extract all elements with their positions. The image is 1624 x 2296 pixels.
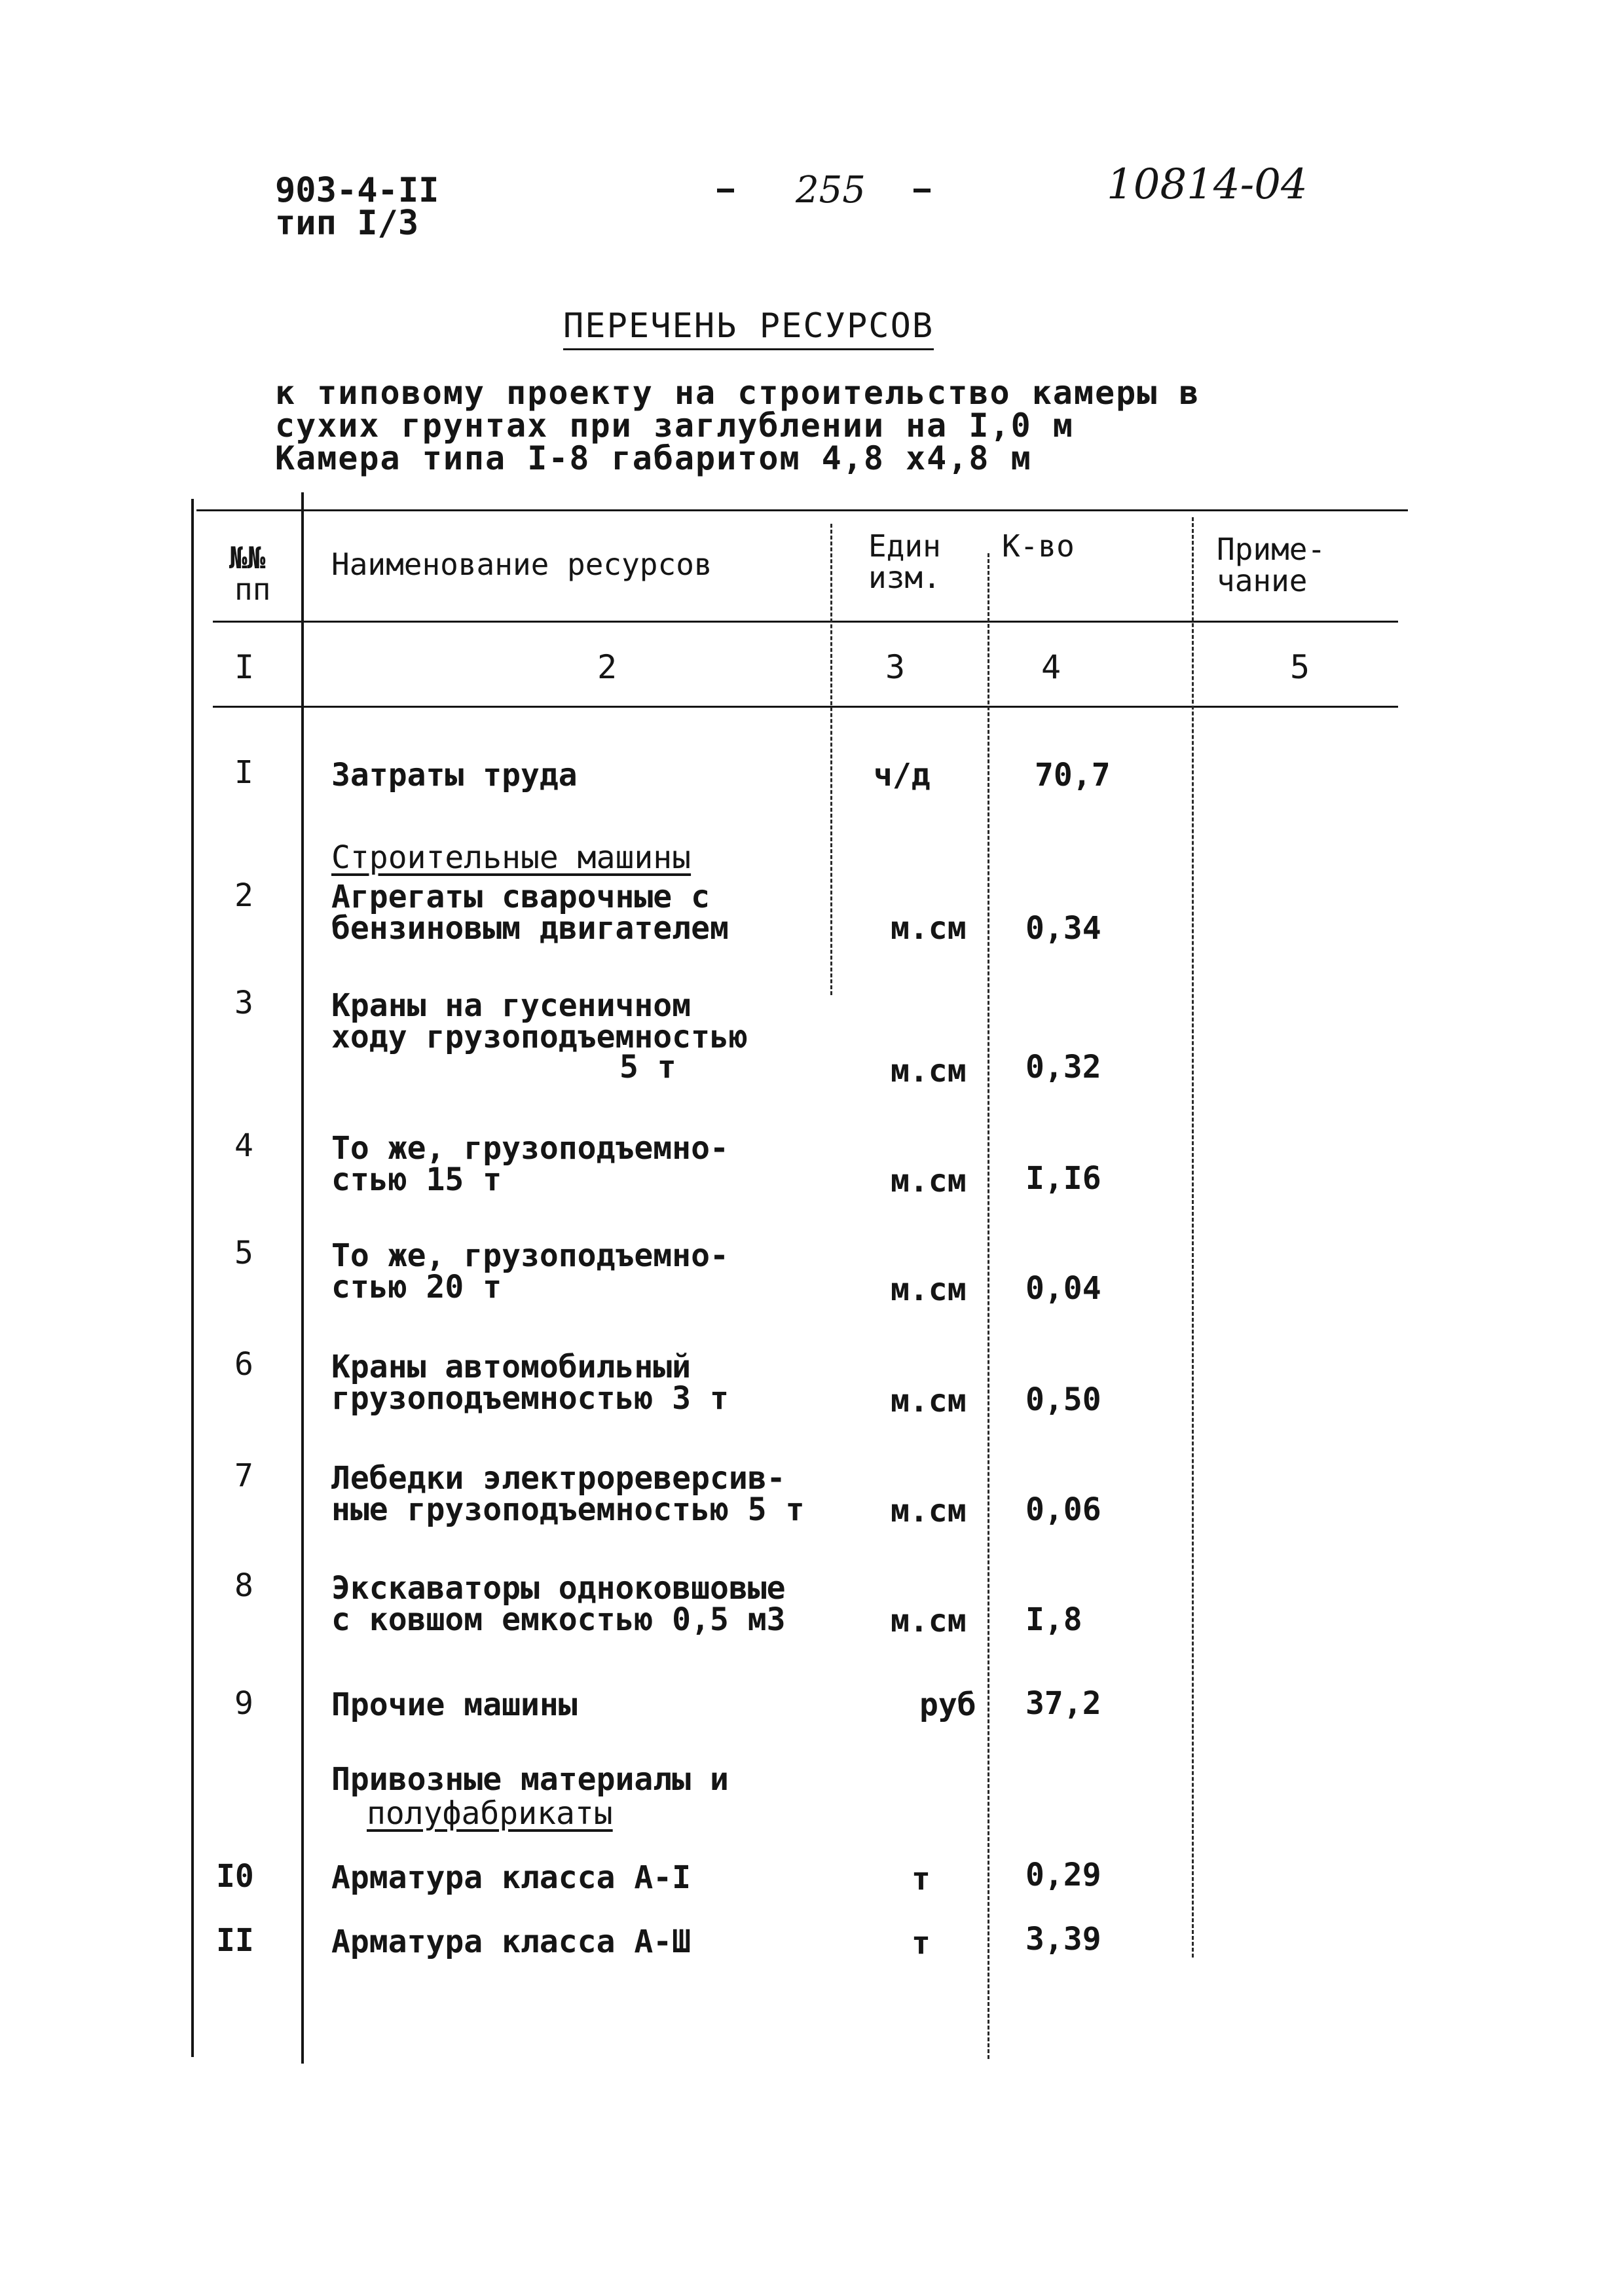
column-rule-2 [830,524,832,995]
header-bottom-rule [213,621,1398,623]
header-note-line1: Приме- [1217,532,1326,567]
row-qty: 0,32 [1025,1049,1101,1085]
document-id: 10814-04 [1107,160,1308,209]
subtitle-line-1: к типовому проекту на строительство камеры в [275,374,1200,412]
row-name: бензиновым двигателем [331,910,729,947]
row-number: 9 [234,1685,253,1722]
row-name: Арматура класса А-Ш [331,1923,692,1960]
column-number: I [234,648,255,686]
row-name: 5 т [619,1049,676,1085]
column-number: 4 [1041,648,1061,686]
page-title: ПЕРЕЧЕНЬ РЕСУРСОВ [563,308,934,350]
row-name: То же, грузоподъемно- [331,1130,729,1167]
subtitle-line-2: сухих грунтах при заглублении на I,0 м [275,407,1074,445]
row-name: грузоподъемностью 3 т [331,1380,729,1417]
row-name: Краны автомобильный [331,1349,692,1385]
row-name: Затраты труда [331,757,578,793]
page-number-dash-right [913,189,931,192]
row-name: ные грузоподъемностью 5 т [331,1491,805,1528]
row-unit: м.см [891,1163,967,1199]
header-note-line2: чание [1217,563,1308,598]
row-unit: м.см [891,1383,967,1419]
row-name: Краны на гусеничном [331,987,692,1024]
table-top-rule [196,509,1408,511]
header-unit-line1: Един [868,528,941,564]
page-number: 255 [796,169,866,211]
row-name: Экскаваторы одноковшовые [331,1570,786,1607]
row-qty: 37,2 [1025,1685,1101,1722]
column-number: 2 [597,648,618,686]
row-unit: м.см [891,1603,967,1639]
row-name: Арматура класса А-I [331,1859,692,1896]
row-number: 7 [234,1457,253,1494]
row-unit: т [912,1861,931,1897]
row-unit: м.см [891,1493,967,1529]
row-qty: 0,50 [1025,1381,1101,1418]
row-number: 8 [234,1567,253,1604]
column-numbers-rule [213,706,1398,708]
row-qty: 0,04 [1025,1270,1101,1307]
row-name: стью 15 т [331,1161,502,1198]
row-qty: 0,34 [1025,910,1101,947]
row-qty: 70,7 [1035,757,1111,793]
column-rule-3 [987,553,989,2059]
header-qty: К-во [1002,528,1075,564]
column-number: 3 [885,648,906,686]
row-name: ходу грузоподъемностью [331,1019,748,1055]
row-unit: м.см [891,1271,967,1308]
row-unit: м.см [891,910,967,947]
section-heading-machines: Строительные машины [331,839,692,876]
row-unit: ч/д [874,757,931,793]
row-name: стью 20 т [331,1269,502,1305]
row-number: 6 [234,1346,253,1383]
row-qty: 0,06 [1025,1491,1101,1528]
table-left-rule [191,499,194,2057]
row-qty: I,I6 [1025,1160,1101,1197]
row-unit: руб [919,1686,976,1723]
row-name: Лебедки электрореверсив- [331,1460,786,1497]
column-rule-1 [301,492,304,2064]
row-qty: I,8 [1025,1601,1082,1638]
row-qty: 0,29 [1025,1857,1101,1893]
row-unit: т [912,1925,931,1961]
row-name: Прочие машины [331,1686,578,1723]
document-code: 903-4-II [275,171,439,210]
row-number: 3 [234,985,253,1021]
row-number: II [216,1922,254,1959]
column-rule-4 [1192,517,1194,1958]
document-type: тип I/3 [275,204,419,243]
row-number: 5 [234,1235,253,1271]
row-number: I [234,754,253,791]
header-unit-line2: изм. [868,560,941,595]
header-num-line1: №№ [229,540,266,575]
row-number: 2 [234,877,253,914]
page-number-dash-left [717,189,734,192]
section-heading-materials-line1: Привозные материалы и [331,1761,729,1798]
row-name: То же, грузоподъемно- [331,1237,729,1274]
row-qty: 3,39 [1025,1921,1101,1958]
header-num-line2: пп [234,572,271,607]
row-name: Агрегаты сварочные с [331,879,710,915]
subtitle-line-3: Камера типа I-8 габаритом 4,8 х4,8 м [275,439,1032,477]
row-unit: м.см [891,1053,967,1089]
row-name: с ковшом емкостью 0,5 м3 [331,1601,786,1638]
row-number: 4 [234,1127,253,1164]
header-name: Наименование ресурсов [331,547,712,582]
row-number: I0 [216,1858,254,1895]
section-heading-materials-line2: полуфабрикаты [367,1795,613,1832]
column-number: 5 [1290,648,1310,686]
